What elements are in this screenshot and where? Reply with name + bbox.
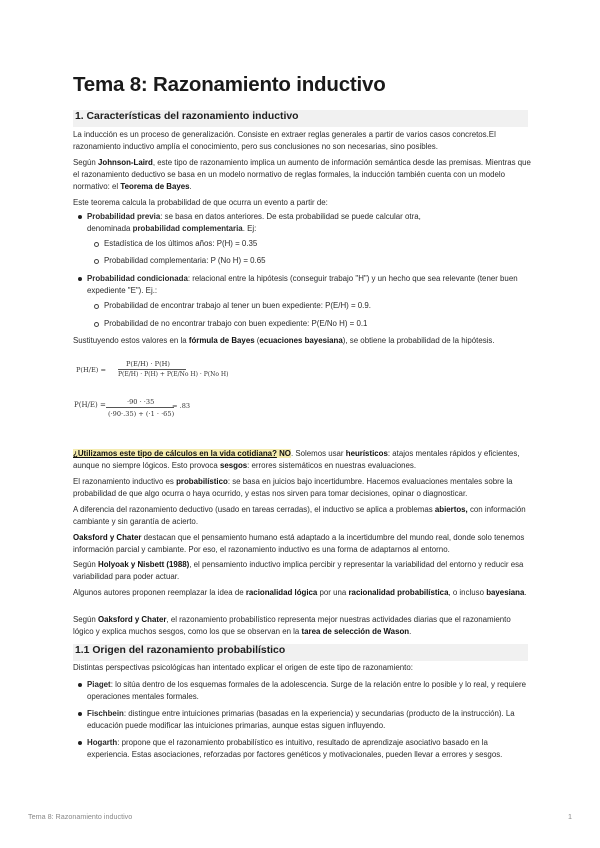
paragraph-induction: La inducción es un proceso de generalización. Consiste en extraer reglas generales a partir de varios casos concretos.El razonamiento inductivo amplía el conocimiento, pero sus conclusiones no son necesarias, sino posibles. [73,130,496,151]
paragraph-johnson-laird: Según Johnson-Laird, este tipo de razonamiento implica un aumento de información semántica desde las premisas. Mientras que el razonamiento deductivo se basa en un modelo normativo de reglas formales, la inducción también cuenta con un modelo normativo: el Teorema de Bayes. [73,158,531,191]
list-subitem: Estadística de los últimos años: P(H) = 0.35 [104,239,258,248]
section-heading-1-1 [73,644,528,661]
formula-denominator: (·90·.35) + (·1 · ·65) [108,410,175,418]
paragraph-wason: Según Oaksford y Chater, el razonamiento probabilístico representa mejor nuestras actividades diarias que el razonamiento lógico y explica muchos sesgos, como los que se observan en la tarea de selección de Wason. [73,615,511,636]
sub-bullet-icon [94,259,99,264]
bullet-icon [78,277,82,281]
section-heading-text: 1.1 Origen del razonamiento probabilístico [75,645,286,656]
paragraph-theorem: Este teorema calcula la probabilidad de que ocurra un evento a partir de: [73,198,328,207]
footer-title: Tema 8: Razonamiento inductivo [28,812,133,821]
list-subitem: Probabilidad complementaria: P (No H) = 0.65 [104,256,266,265]
page-title: Tema 8: Razonamiento inductivo [73,73,386,96]
list-subitem: Probabilidad de no encontrar trabajo con buen expediente: P(E/No H) = 0.1 [104,319,368,328]
formula-denominator: P(E/H) · P(H) + P(E/No H) · P(No H) [118,371,229,378]
list-item-fischbein: Fischbein: distingue entre intuiciones primarias (basadas en la experiencia) y secundarias (producto de la instrucción). La educación puede modificar las intuiciones primarias, aunque estas siguen influyendo. [87,709,515,730]
paragraph-heuristics: ¿Utilizamos este tipo de cálculos en la vida cotidiana? NO. Solemos usar heurísticos: atajos mentales rápidos y eficientes, aunque no siempre lógicos. Esto provoca sesgos: errores sistemáticos en nuestras evaluaciones. [73,449,520,470]
paragraph-rationality: Algunos autores proponen reemplazar la idea de racionalidad lógica por una racionalidad probabilística, o incluso bayesiana. [73,588,527,597]
formula-lhs: P(H/E) = [74,401,106,409]
sub-bullet-icon [94,304,99,309]
list-subitem: Probabilidad de encontrar trabajo al tener un buen expediente: P(E/H) = 0.9. [104,301,371,310]
bullet-icon [78,712,82,716]
bullet-icon [78,215,82,219]
section-heading-text: 1. Características del razonamiento inductivo [75,111,299,122]
formula-numerator: P(E/H) · P(H) [126,360,170,368]
list-item-conditional-probability: Probabilidad condicionada: relacional entre la hipótesis (conseguir trabajo "H") y un hecho que sea relevante (tener buen expediente "E"). Ej.: [87,274,518,295]
footer-page-number: 1 [568,812,572,821]
paragraph-deductive-contrast: A diferencia del razonamiento deductivo (usado en tareas cerradas), el inductivo se aplica a problemas abiertos, con información cambiante y sin garantía de acierto. [73,505,526,526]
formula-numerator: ·90 · ·35 [127,398,155,406]
paragraph-oaksford-chater: Oaksford y Chater destacan que el pensamiento humano está adaptado a la incertidumbre del mundo real, donde solo tenemos información parcial y cambiante. Por eso, el razonamiento inductivo es una forma de adaptarnos al entorno. [73,533,525,554]
list-item-hogarth: Hogarth: propone que el razonamiento probabilístico es intuitivo, resultado de aprendizaje asociativo basado en la experiencia. Estas asociaciones, reforzadas por factores genéticos y motivacionales, pueden llevar a errores y sesgos. [87,738,503,759]
section-heading-1 [73,110,528,127]
paragraph-holyoak-nisbett: Según Holyoak y Nisbett (1988), el pensamiento inductivo implica percibir y representar la variabilidad del entorno y reducir esa variabilidad para poder actuar. [73,560,524,581]
bullet-icon [78,741,82,745]
sub-bullet-icon [94,322,99,327]
list-item-prior-probability: Probabilidad previa: se basa en datos anteriores. De esta probabilidad se puede calcular otra, denominada probabilidad complementaria. Ej: [87,212,421,233]
formula-lhs: P(H/E) = [76,366,106,374]
formula-result: = .83 [172,402,191,410]
paragraph-bayes-formula: Sustituyendo estos valores en la fórmula de Bayes (ecuaciones bayesiana), se obtiene la probabilidad de la hipótesis. [73,336,495,345]
paragraph-probabilistic: El razonamiento inductivo es probabilístico: se basa en juicios bajo incertidumbre. Hacemos evaluaciones mentales sobre la probabilidad de que algo ocurra o haya ocurrido, y estas nos sirven para tomar decisiones, opinar o diagnosticar. [73,477,513,498]
sub-bullet-icon [94,242,99,247]
list-item-piaget: Piaget: lo sitúa dentro de los esquemas formales de la adolescencia. Surge de la relación entre lo posible y lo real, y requiere operaciones mentales formales. [87,680,527,701]
paragraph-origin-intro: Distintas perspectivas psicológicas han intentado explicar el origen de este tipo de razonamiento: [73,663,413,672]
bullet-icon [78,683,82,687]
